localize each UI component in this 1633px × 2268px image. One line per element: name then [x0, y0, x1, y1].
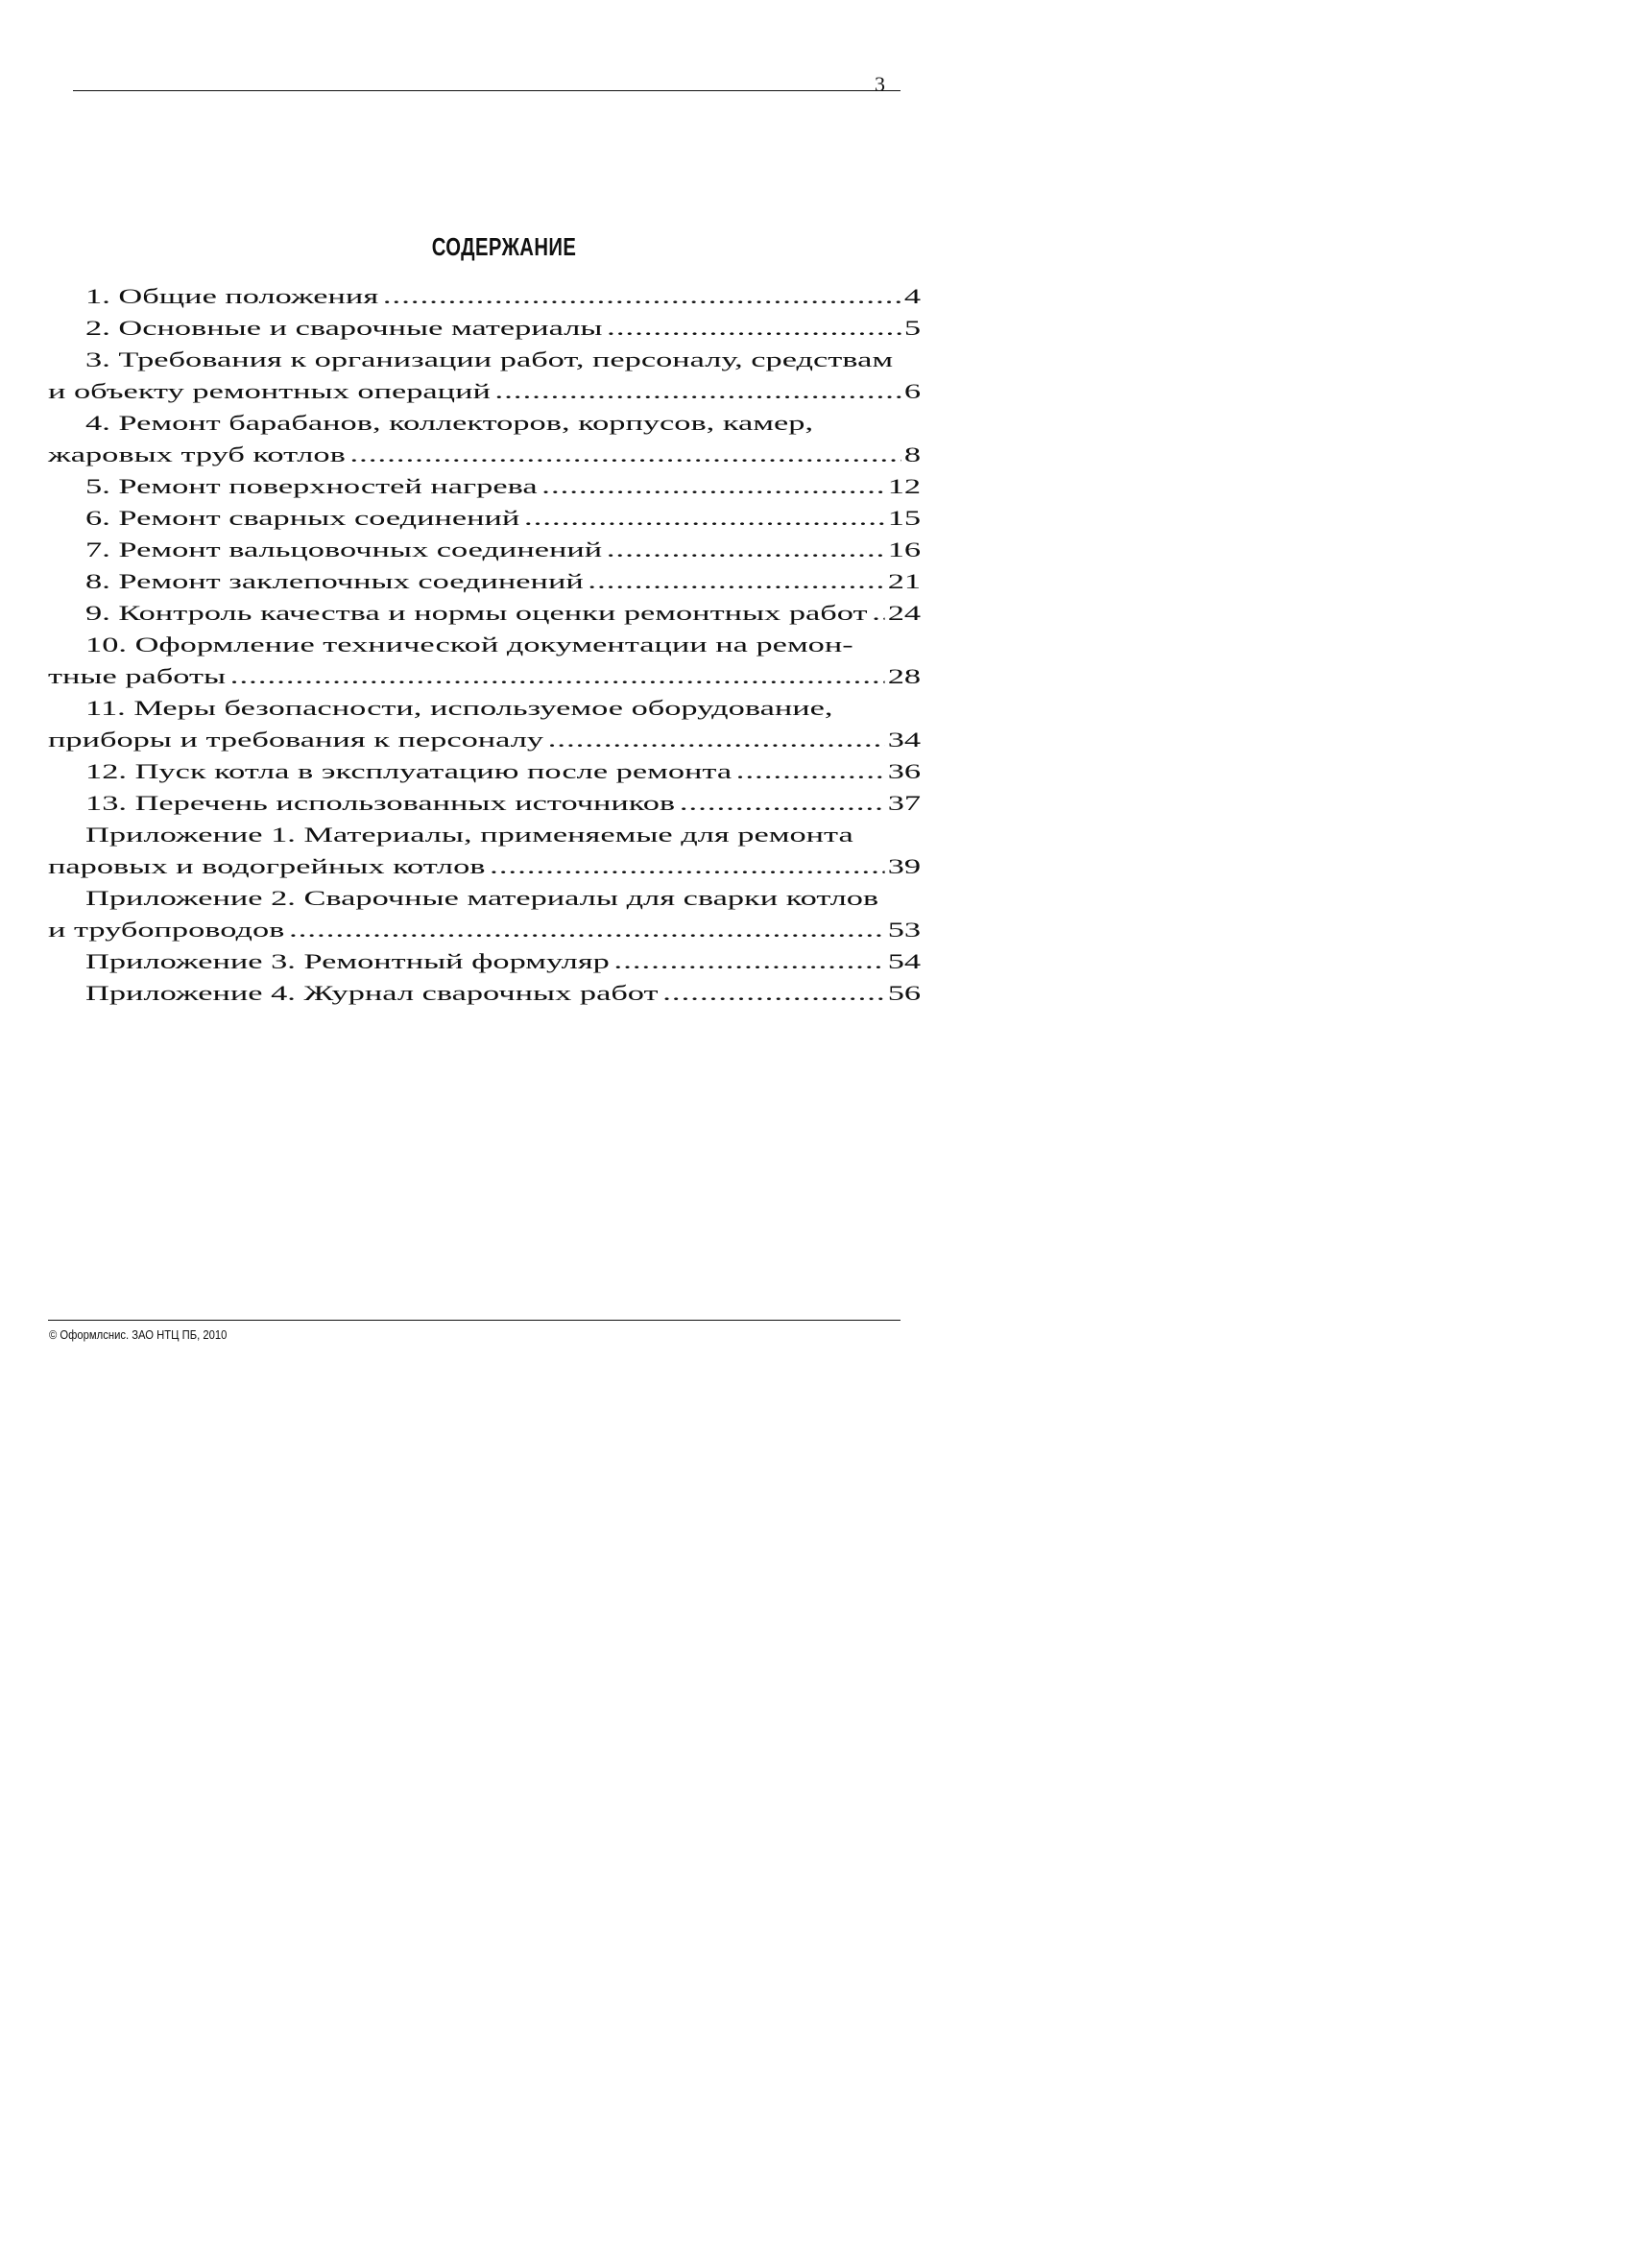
dot-leader — [662, 977, 884, 1009]
toc-entry-text: и трубопроводов — [48, 918, 285, 942]
toc-entry-line — [48, 629, 921, 660]
page-number: 3 — [875, 72, 885, 96]
toc-entry-text: 10. Оформление технической документации на ремон- — [85, 633, 853, 657]
dot-leader — [490, 850, 884, 882]
toc-entry-line — [48, 597, 921, 629]
toc-entry-text: 13. Перечень использованных источников — [85, 791, 676, 815]
toc-entry-text: приборы и требования к персоналу — [48, 728, 544, 752]
dot-leader — [289, 914, 885, 945]
toc-entry-line — [48, 502, 921, 534]
toc-entry-line — [48, 407, 921, 439]
toc-entry-page: 8 — [903, 442, 922, 466]
toc-entry-line — [48, 660, 921, 692]
toc-entry-line — [48, 692, 921, 724]
dot-leader — [230, 660, 885, 692]
dot-leader — [548, 724, 885, 755]
toc-entry-line — [48, 787, 921, 819]
toc-entry-page: 4 — [903, 284, 922, 308]
dot-leader — [607, 534, 885, 565]
toc-entry-line — [48, 344, 921, 375]
toc-entry-page: 37 — [887, 791, 922, 815]
dot-leader — [736, 755, 885, 787]
toc-entry-page: 54 — [887, 949, 922, 973]
toc-title: СОДЕРЖАНИЕ — [431, 232, 577, 261]
toc-entry-page: 24 — [887, 601, 922, 625]
toc-entry-page: 12 — [887, 474, 922, 498]
toc-entry-page: 5 — [903, 316, 922, 340]
toc-entry-line — [48, 850, 921, 882]
toc-entry-line — [48, 945, 921, 977]
toc-entry-line — [48, 312, 921, 344]
dot-leader — [680, 787, 885, 819]
dot-leader — [872, 597, 884, 629]
toc-entry-page: 39 — [887, 854, 922, 878]
dot-leader — [541, 470, 884, 502]
dot-leader — [349, 439, 901, 470]
footer-copyright: © Оформлснис. ЗАО НТЦ ПБ, 2010 — [49, 1328, 228, 1342]
toc-entry-text: 3. Требования к организации работ, персоналу, средствам — [85, 347, 894, 371]
toc-entry-text: 8. Ремонт заклепочных соединений — [85, 569, 584, 593]
toc-entry-text: Приложение 2. Сварочные материалы для сварки котлов — [85, 886, 879, 910]
toc-entry-text: 4. Ремонт барабанов, коллекторов, корпусов, камер, — [85, 411, 814, 435]
toc-entry-line — [48, 755, 921, 787]
toc-entry-line — [48, 819, 921, 850]
footer-rule — [48, 1320, 901, 1321]
toc-entry-text: Приложение 4. Журнал сварочных работ — [85, 981, 659, 1005]
toc-entry-page: 34 — [887, 728, 922, 752]
toc-entry-line — [48, 565, 921, 597]
toc-entry-line — [48, 470, 921, 502]
toc-entry-line — [48, 439, 921, 470]
toc-entry-text: Приложение 3. Ремонтный формуляр — [85, 949, 610, 973]
toc-entry-page: 53 — [887, 918, 922, 942]
dot-leader — [607, 312, 901, 344]
toc-entry-line — [48, 534, 921, 565]
toc-entry-page: 15 — [887, 506, 922, 530]
toc-entry-text: тные работы — [48, 664, 227, 688]
dot-leader — [588, 565, 884, 597]
header-rule — [73, 90, 901, 91]
toc-entry-line — [48, 375, 921, 407]
toc-entry-text: 11. Меры безопасности, используемое оборудование, — [85, 696, 833, 720]
table-of-contents — [48, 280, 921, 1009]
dot-leader — [614, 945, 885, 977]
toc-entry-page: 28 — [887, 664, 922, 688]
dot-leader — [495, 375, 901, 407]
dot-leader — [383, 280, 901, 312]
toc-entry-text: и объекту ремонтных операций — [48, 379, 491, 403]
toc-entry-text: 6. Ремонт сварных соединений — [85, 506, 520, 530]
toc-entry-line — [48, 977, 921, 1009]
toc-entry-text: паровых и водогрейных котлов — [48, 854, 486, 878]
dot-leader — [524, 502, 885, 534]
toc-entry-text: 9. Контроль качества и нормы оценки ремонтных работ — [85, 601, 868, 625]
toc-entry-line — [48, 724, 921, 755]
toc-entry-text: 5. Ремонт поверхностей нагрева — [85, 474, 538, 498]
toc-entry-page: 21 — [887, 569, 922, 593]
toc-entry-page: 6 — [903, 379, 922, 403]
toc-entry-text: 2. Основные и сварочные материалы — [85, 316, 603, 340]
toc-entry-line — [48, 914, 921, 945]
toc-entry-line — [48, 882, 921, 914]
toc-entry-text: 1. Общие положения — [85, 284, 379, 308]
toc-entry-text: 7. Ремонт вальцовочных соединений — [85, 537, 603, 561]
toc-entry-text: 12. Пуск котла в эксплуатацию после ремонта — [85, 759, 732, 783]
toc-entry-line — [48, 280, 921, 312]
toc-entry-page: 16 — [887, 537, 922, 561]
toc-entry-text: жаровых труб котлов — [48, 442, 346, 466]
toc-entry-text: Приложение 1. Материалы, применяемые для ремонта — [85, 823, 853, 847]
toc-entry-page: 36 — [887, 759, 922, 783]
toc-entry-page: 56 — [887, 981, 922, 1005]
